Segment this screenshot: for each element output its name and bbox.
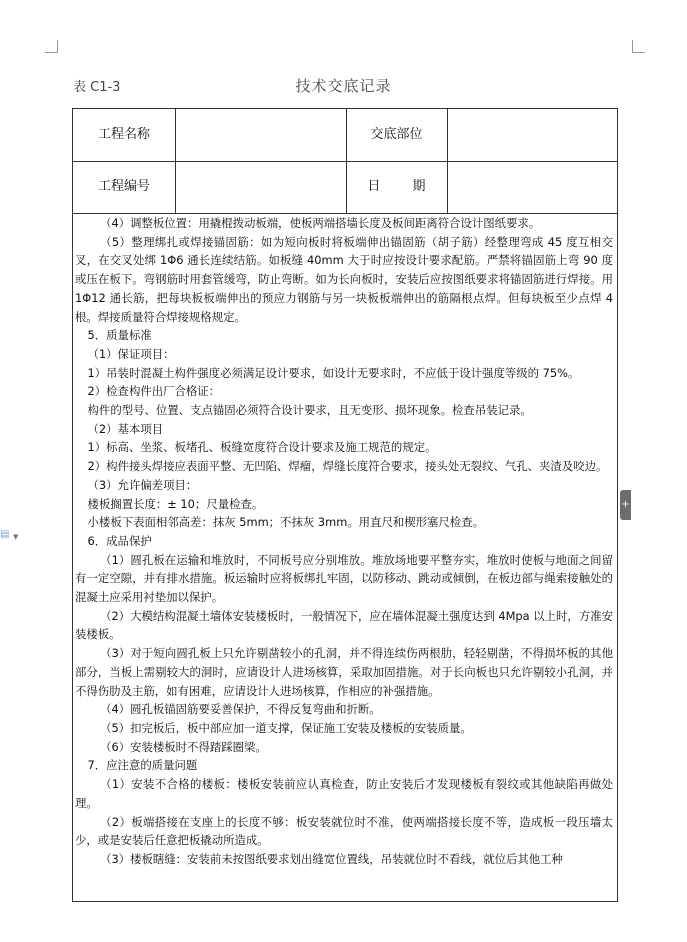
- content-paragraph: （2）基本项目: [87, 421, 164, 436]
- content-paragraph: 1）吊装时混凝土构件强度必须满足设计要求，如设计无要求时，不应低于设计强度等级的 75%。: [87, 365, 580, 380]
- chevron-down-icon[interactable]: ▼: [13, 533, 19, 541]
- page-corner-mark-top-left: [45, 40, 58, 53]
- content-paragraph: （2）大模结构混凝土墙体安装楼板时，一般情况下，应在墙体混凝土强度达到 4Mpa 以上时，方准安装楼板。: [75, 608, 613, 642]
- content-paragraph: 5．质量标准: [87, 328, 152, 343]
- content-paragraph: （4）圆孔板锚固筋要妥善保护，不得反复弯曲和折断。: [100, 702, 381, 717]
- content-paragraph: 楼板搁置长度：± 10；尺量检查。: [87, 496, 264, 511]
- disclosure-record-table: [72, 108, 618, 902]
- content-paragraph: （3）允许偏差项目：: [87, 477, 198, 492]
- document-title: 技术交底记录: [295, 77, 392, 95]
- content-paragraph: （6）安装楼板时不得踏踩圈梁。: [100, 739, 267, 754]
- document-icon[interactable]: ▤: [0, 529, 10, 540]
- header-row-project-name: [73, 109, 617, 162]
- content-paragraph: 6．成品保护: [87, 533, 152, 548]
- content-paragraph: 2）构件接头焊接应表面平整、无凹陷、焊瘤，焊缝长度符合要求，接头处无裂纹、气孔、夹渣及咬边。: [87, 459, 608, 474]
- side-expand-tab[interactable]: +: [620, 490, 631, 520]
- header-row-project-no: [73, 161, 617, 214]
- content-paragraph: 构件的型号、位置、支点锚固必须符合设计要求，且无变形、损坏现象。检查吊装记录。: [87, 403, 532, 418]
- content-paragraph: 1）标高、坐浆、板堵孔、板缝宽度符合设计要求及施工规范的规定。: [87, 440, 437, 455]
- content-paragraph: （5）整理绑扎或焊接锚固筋：如为短向板时将板端伸出锚固筋（胡子筋）经整理弯成 45 度互相交叉，在交叉处绑 1Φ6 通长连续结筋。如板缝 40mm 大于时应按设计要求配筋。严禁将锚固筋上弯 90 度或压在板下。弯钢筋时用套管缓弯，防止弯断。如为长向板时，安装后应按图纸要求将锚固筋进行焊接。用 1Φ12 通长筋，把每块板板端伸出的预应力钢筋与另一块板板端伸出的筋隔根点焊。但每块板至少点焊 4 根。焊接质量符合焊接规格规定。: [75, 234, 613, 324]
- location-label: 交底部位: [370, 127, 423, 142]
- content-paragraph: （3）楼板瞎缝：安装前未按图纸要求划出缝宽位置线，吊装就位时不看线，就位后其他工种: [100, 851, 563, 866]
- content-paragraph: （1）保证项目：: [87, 346, 175, 361]
- project-no-label: 工程编号: [97, 179, 150, 194]
- form-code: 表 C1-3: [73, 80, 121, 95]
- page-corner-mark-top-right: [632, 40, 645, 53]
- date-label: 日 期: [367, 179, 440, 194]
- content-paragraph: 7．应注意的质量问题: [87, 758, 198, 773]
- content-paragraph: 2）检查构件出厂合格证：: [87, 384, 221, 399]
- content-paragraph: （2）板端搭接在支座上的长度不够：板安装就位时不准，使两端搭接长度不等，造成板一段压墙太少，或是安装后任意把板撬动所造成。: [75, 814, 613, 848]
- content-paragraph: （1）安装不合格的楼板：楼板安装前应认真检查，防止安装后才发现楼板有裂纹或其他缺陷再做处理。: [75, 777, 613, 810]
- disclosure-content: [75, 214, 613, 869]
- content-paragraph: （4）调整板位置：用撬棍拨动板端，使板两端搭墙长度及板间距离符合设计图纸要求。: [100, 216, 541, 230]
- content-paragraph: 小楼板下表面相邻高差：抹灰 5mm；不抹灰 3mm。用直尺和楔形塞尺检查。: [87, 515, 484, 530]
- content-paragraph: （3）对于短向圆孔板上只允许剔凿较小的孔洞，并不得连续伤两根肋，轻轻剔凿，不得损坏板的其他部分，当板上需剔较大的洞时，应请设计人进场核算，采取加固措施。对于长向板也只允许剔较小孔洞，并不得伤肋及主筋，如有困难，应请设计人进场核算，作相应的补强措施。: [75, 646, 613, 698]
- content-paragraph: （5）扣完板后，板中部应加一道支撑，保证施工安装及楼板的安装质量。: [100, 720, 472, 735]
- content-paragraph: （1）圆孔板在运输和堆放时，不同板号应分别堆放。堆放场地要平整夯实，堆放时使板与地面之间留有一定空隙，并有排水措施。板运输时应将板绑扎牢固，以防移动、跳动或倾倒，在板边部与绳索接触处的混凝土应采用衬垫加以保护。: [75, 552, 613, 605]
- project-name-label: 工程名称: [97, 127, 150, 142]
